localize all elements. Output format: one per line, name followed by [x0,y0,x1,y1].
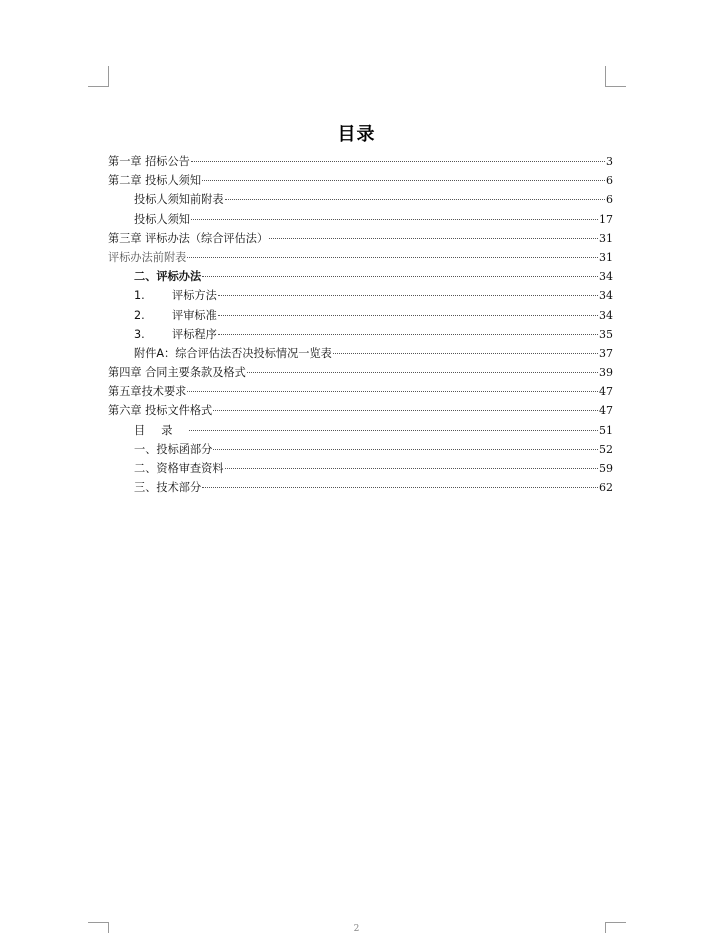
dot-leader [213,449,598,450]
dot-leader [187,391,598,392]
toc-entry-chapter-4[interactable] [108,363,613,382]
toc-entry-text: 第四章 合同主要条款及格式 [108,366,246,380]
toc-entry-text: 第六章 投标文件格式 [108,404,213,418]
toc-entry-number: 3. [134,327,145,341]
toc-entry-chapter-5[interactable] [108,382,613,401]
toc-entry-text: 投标人须知 [134,212,190,226]
toc-entry-contents[interactable] [108,421,613,440]
toc-entry-page: 31 [599,250,613,264]
toc-entry-text: 第一章 招标公告 [108,155,190,168]
toc-entry-text: 第三章 评标办法（综合评估法） [108,231,269,245]
toc-entry-text: 评标程序 [172,327,217,341]
dot-leader [333,353,598,354]
toc-title: 目录 [337,124,376,145]
dot-leader [187,257,598,258]
toc-entry-page: 35 [599,327,613,341]
toc-entry-page: 47 [599,404,613,418]
toc-entry-label [134,306,217,325]
toc-entry-text: 第二章 投标人须知 [108,174,202,188]
dot-leader [225,468,598,469]
dot-leader [202,276,598,277]
dot-leader [189,430,598,431]
toc-entry-page: 51 [599,423,613,437]
dot-leader [202,180,605,181]
dot-leader [225,199,605,200]
toc-entry-chapter-1[interactable] [108,152,613,171]
dot-leader [202,487,598,488]
toc-entry-evaluation-procedure[interactable] [108,325,613,344]
toc-entry-evaluation-method-section[interactable] [108,267,613,286]
toc-entry-page: 52 [599,442,613,456]
toc-entry-page: 6 [606,174,613,188]
crop-mark-top-left [88,66,109,87]
toc-entry-evaluation-approach[interactable] [108,286,613,305]
toc-entry-text: 投标人须知前附表 [134,193,224,207]
toc-entry-text: 评审标准 [172,308,217,322]
toc-entry-text: 一、投标函部分 [134,442,213,456]
toc-entry-page: 3 [606,155,613,168]
dot-leader [218,334,598,335]
crop-mark-top-right [605,66,626,87]
toc-entry-bidder-notice[interactable] [108,210,613,229]
dot-leader [213,410,598,411]
toc-entry-page: 62 [599,481,613,495]
toc-entry-bid-letter[interactable] [108,440,613,459]
toc-entry-page: 6 [606,193,613,207]
toc-entry-label [134,325,217,344]
toc-entry-text: 第五章技术要求 [108,385,187,399]
toc-entry-text: 附件A：综合评估法否决投标情况一览表 [134,346,332,360]
toc-entry-page: 39 [599,366,613,380]
footer-page-number: 2 [353,924,360,933]
toc-entry-page: 34 [599,289,613,303]
toc-entry-label [134,286,217,305]
toc-entry-text: 二、资格审查资料 [134,462,224,475]
toc-entry-evaluation-appendix[interactable] [108,248,613,267]
toc-entry-attachment-a[interactable] [108,344,613,363]
toc-entry-text: 二、评标办法 [134,270,202,284]
toc-entry-text: 三、技术部分 [134,481,202,495]
toc-entry-chapter-6[interactable] [108,401,613,420]
toc-entry-page: 34 [599,308,613,322]
toc-entry-bidder-notice-appendix[interactable] [108,190,613,209]
toc-entry-chapter-3[interactable] [108,229,613,248]
dot-leader [269,238,598,239]
toc-entry-qualification-materials[interactable] [108,459,613,478]
dot-leader [191,219,598,220]
toc-entry-number: 1. [134,289,145,303]
toc-entry-text: 评标办法前附表 [108,250,187,264]
toc-entry-number: 2. [134,308,145,322]
dot-leader [191,161,605,162]
table-of-contents [108,152,613,497]
dot-leader [218,295,598,296]
toc-entry-page: 59 [599,462,613,475]
toc-entry-page: 31 [599,231,613,245]
toc-entry-text: 评标方法 [172,289,217,303]
toc-entry-page: 37 [599,346,613,360]
toc-entry-evaluation-criteria[interactable] [108,306,613,325]
toc-entry-text: 目录 [134,423,189,437]
toc-entry-page: 34 [599,270,613,284]
toc-entry-page: 47 [599,385,613,399]
toc-entry-chapter-2[interactable] [108,171,613,190]
toc-entry-page: 17 [599,212,613,226]
dot-leader [218,315,598,316]
dot-leader [247,372,598,373]
toc-entry-technical-part[interactable] [108,478,613,497]
